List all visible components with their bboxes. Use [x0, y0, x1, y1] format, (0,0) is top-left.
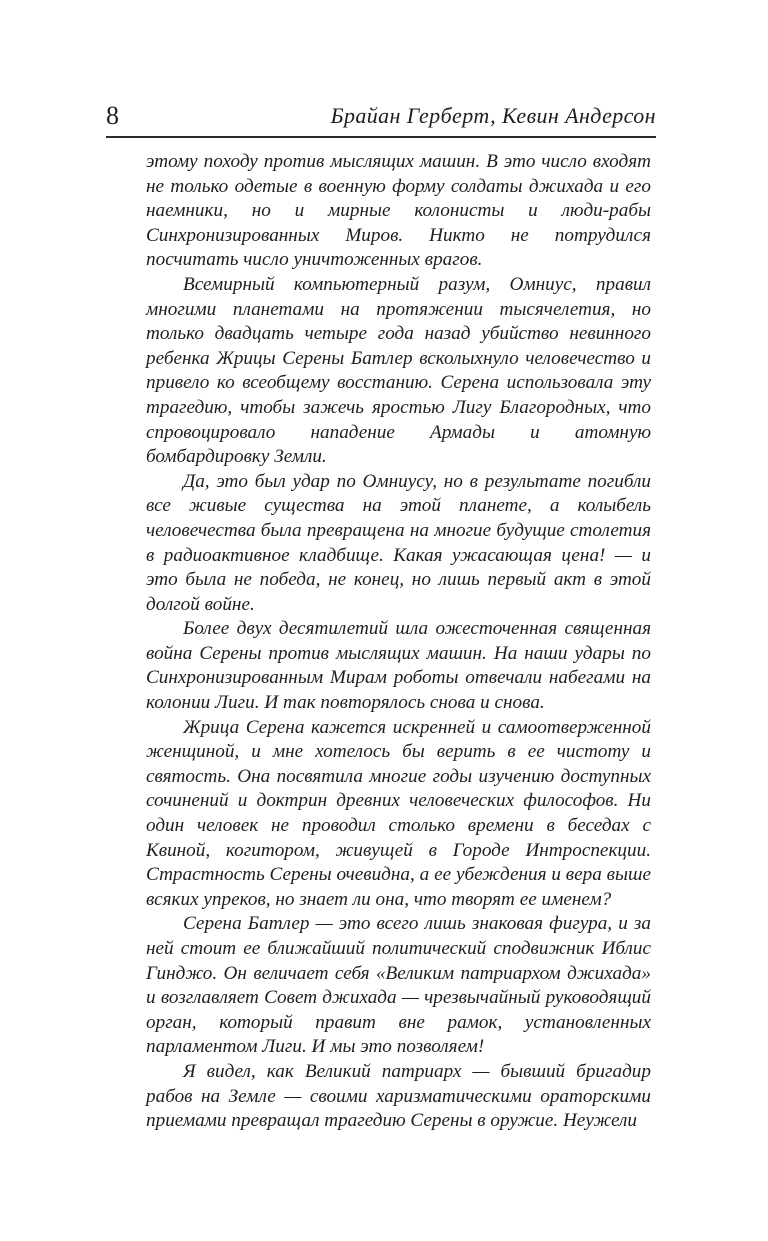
paragraph: Всемирный компьютерный разум, Омниус, правил многими планетами на протяжении тысячелетия, но только двадцать четыре года назад убийство невинного ребенка Жрицы Серены Батлер всколыхнуло человечество и привело ко всеобщему восстанию. Серена использовала эту трагедию, чтобы зажечь яростью Лигу Благородных, что спровоцировало нападение Армады и атомную бомбардировку Земли. — [146, 273, 651, 468]
paragraph: Да, это был удар по Омниусу, но в результате погибли все живые существа на этой планете, а колыбель человечества была превращена на многие будущие столетия в радиоактивное кладбище. Какая ужасающая цена! — и это была не победа, не конец, но лишь первый акт в этой долгой войне. — [146, 470, 651, 615]
body-text — [146, 150, 651, 1134]
paragraph: Жрица Серена кажется искренней и самоотверженной женщиной, и мне хотелось бы верить в ее чистоту и святость. Она посвятила многие годы изучению доступных сочинений и доктрин древних человеческих философов. Ни один человек не проводил столько времени в беседах с Квиной, когитором, живущей в Городе Интроспекции. Страстность Серены очевидна, а ее убеждения и вера выше всяких упреков, но знает ли она, что творят ее именем? — [146, 716, 651, 910]
header-rule — [106, 136, 656, 138]
page-number: 8 — [106, 101, 119, 130]
running-header — [106, 100, 656, 132]
paragraph: Я видел, как Великий патриарх — бывший бригадир рабов на Земле — своими харизматическими ораторскими приемами превращал трагедию Серены в оружие. Неужели — [146, 1060, 651, 1132]
paragraph: этому походу против мыслящих машин. В это число входят не только одетые в военную форму солдаты джихада и его наемники, но и мирные колонисты и люди-рабы Синхронизированных Миров. Никто не потрудился посчитать число уничтоженных врагов. — [146, 151, 651, 271]
paragraph: Серена Батлер — это всего лишь знаковая фигура, и за ней стоит ее ближайший политический сподвижник Иблис Гинджо. Он величает себя «Великим патриархом джихада» и возглавляет Совет джихада — чрезвычайный руководящий орган, который правит вне рамок, установленных парламентом Лиги. И мы это позволяем! — [146, 913, 651, 1058]
paragraph: Более двух десятилетий шла ожесточенная священная война Серены против мыслящих машин. На наши удары по Синхронизированным Мирам роботы отвечали набегами на колонии Лиги. И так повторялось снова и снова. — [146, 618, 651, 714]
running-title: Брайан Герберт, Кевин Андерсон — [330, 103, 656, 128]
